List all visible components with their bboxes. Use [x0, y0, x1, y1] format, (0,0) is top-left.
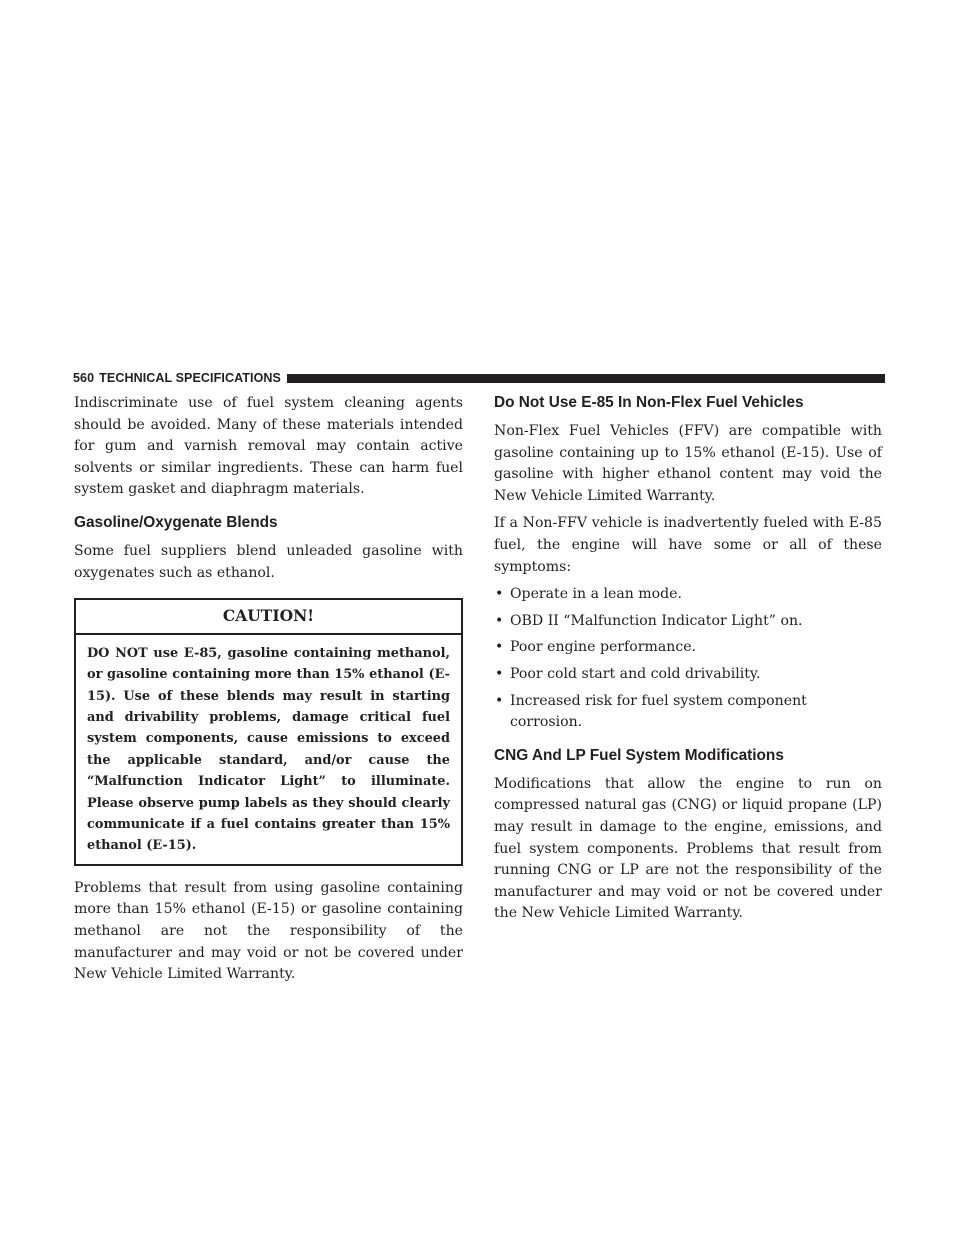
- list-item: [494, 664, 882, 686]
- list-item-text: Poor engine performance.: [510, 639, 697, 656]
- page-header: [73, 369, 885, 387]
- page-number: 560: [73, 371, 95, 385]
- symptoms-list: [494, 584, 882, 734]
- ffv-paragraph: Non-Flex Fuel Vehicles (FFV) are compatible with gasoline containing up to 15% ethanol (E-15). Use of gasoline with higher ethanol content may void the New Vehicle Limited Warranty.: [494, 423, 882, 504]
- blends-paragraph: Some fuel suppliers blend unleaded gasoline with oxygenates such as ethanol.: [74, 542, 463, 581]
- bullet-icon: •: [495, 665, 504, 682]
- heading-cng-lp-modifications: CNG And LP Fuel System Modifications: [494, 746, 784, 764]
- list-item-text: Operate in a lean mode.: [510, 586, 682, 603]
- heading-do-not-use-e85: Do Not Use E-85 In Non-Flex Fuel Vehicles: [494, 394, 804, 411]
- bullet-icon: •: [495, 612, 504, 629]
- right-column: [494, 393, 882, 931]
- intro-paragraph: Indiscriminate use of fuel system cleaning agents should be avoided. Many of these materials intended for gum and varnish removal may contain active solvents or similar ingredients. These can harm fuel system gasket and diaphragm materials.: [74, 395, 463, 498]
- list-item-text: Poor cold start and cold drivability.: [510, 665, 761, 682]
- list-item-text: OBD II “Malfunction Indicator Light” on.: [510, 612, 803, 629]
- heading-gasoline-oxygenate-blends: Gasoline/Oxygenate Blends: [74, 513, 278, 531]
- list-item: [494, 584, 882, 606]
- left-column: [74, 393, 463, 992]
- list-item: [494, 691, 882, 734]
- bullet-icon: •: [495, 692, 504, 709]
- symptoms-intro: If a Non-FFV vehicle is inadvertently fueled with E-85 fuel, the engine will have some or all of these symptoms:: [494, 515, 882, 575]
- caution-title: CAUTION!: [76, 600, 461, 635]
- caution-body: DO NOT use E-85, gasoline containing methanol, or gasoline containing more than 15% ethanol (E-15). Use of these blends may result in starting and drivability problems, damage critical fuel system components, cause emissions to exceed the applicable standard, and/or cause the “Malfunction Indicator Light” to illuminate. Please observe pump labels as they should clearly communicate if a fuel contains greater than 15% ethanol (E-15).: [87, 645, 450, 854]
- header-rule: [287, 374, 885, 383]
- caution-box: [74, 598, 463, 866]
- list-item-text: Increased risk for fuel system component corrosion.: [510, 692, 807, 731]
- bullet-icon: •: [495, 586, 504, 603]
- problems-paragraph: Problems that result from using gasoline containing more than 15% ethanol (E-15) or gasoline containing methanol are not the responsibility of the manufacturer and may void or not be covered under New Vehicle Limited Warranty.: [74, 879, 463, 983]
- bullet-icon: •: [495, 639, 504, 656]
- cng-paragraph: Modifications that allow the engine to run on compressed natural gas (CNG) or liquid propane (LP) may result in damage to the engine, emissions, and fuel system components. Problems that result from running CNG or LP are not the responsibility of the manufacturer and may void or not be covered under the New Vehicle Limited Warranty.: [494, 775, 882, 922]
- section-title: TECHNICAL SPECIFICATIONS: [99, 371, 281, 385]
- list-item: [494, 611, 882, 633]
- list-item: [494, 637, 882, 659]
